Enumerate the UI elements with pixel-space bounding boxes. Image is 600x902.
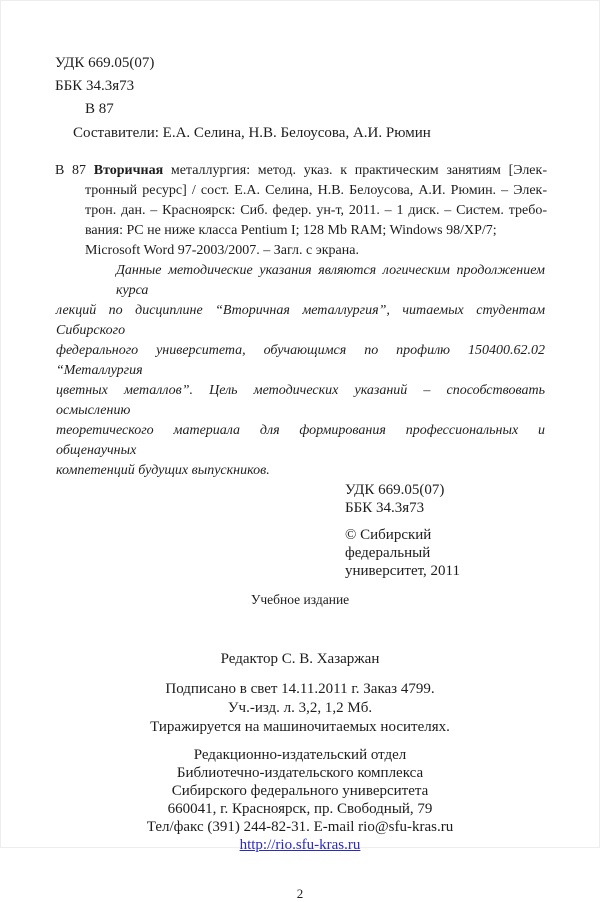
publisher-line: Редакционно-издательский отдел <box>193 747 407 763</box>
biblio-line1-rest: металлургия: метод. указ. к практическим занятиям [Элек- <box>163 163 547 178</box>
bbk-code-right: ББК 34.3я73 <box>345 500 425 516</box>
publisher-block <box>0 746 600 854</box>
biblio-line: тронный ресурс] / сост. Е.А. Селина, Н.В. Белоусова, А.И. Рюмин. – Элек- <box>85 183 547 198</box>
print-info-line: Тиражируется на машиночитаемых носителях. <box>150 719 450 735</box>
biblio-line <box>55 161 547 181</box>
biblio-line: вания: PC не ниже класса Pentium I; 128 Mb RAM; Windows 98/XP/7; <box>85 223 497 238</box>
copyright-line: © Сибирский <box>345 527 432 543</box>
compilers-line: Составители: Е.А. Селина, Н.В. Белоусова, А.И. Рюмин <box>73 125 431 141</box>
imprint-block <box>345 481 600 580</box>
annotation-paragraph <box>56 261 545 481</box>
annotation-line: федерального университета, обучающимся по профилю 150400.62.02 “Металлургия <box>56 343 545 378</box>
publisher-line: Библиотечно-издательского комплекса <box>176 765 424 781</box>
publisher-line: Сибирского федерального университета <box>171 783 429 799</box>
copyright-line: университет, 2011 <box>345 563 460 579</box>
classification-block <box>55 0 600 121</box>
bbk-code: ББК 34.3я73 <box>55 78 135 94</box>
author-sign-code: В 87 <box>85 101 114 117</box>
page-number: 2 <box>296 886 304 901</box>
annotation-line: теоретического материала для формирования профессиональных и общенаучных <box>56 423 545 458</box>
copyright-line: федеральный <box>345 545 431 561</box>
print-info-block <box>0 680 600 737</box>
editor-line: Редактор С. В. Хазаржан <box>220 651 380 667</box>
biblio-line: Microsoft Word 97-2003/2007. – Загл. с экрана. <box>85 243 359 258</box>
udk-code: УДК 669.05(07) <box>55 55 155 71</box>
edition-type-label: Учебное издание <box>250 592 350 607</box>
annotation-line: лекций по дисциплине “Вторичная металлургия”, читаемых студентам Сибирского <box>56 303 545 338</box>
annotation-line: Данные методические указания являются логическим продолжением курса <box>116 263 545 298</box>
biblio-line: трон. дан. – Красноярск: Сиб. федер. ун-т, 2011. – 1 диск. – Систем. требо- <box>85 203 547 218</box>
biblio-title-bold: Вторичная <box>93 163 164 178</box>
print-info-line: Уч.-изд. л. 3,2, 1,2 Мб. <box>227 700 373 716</box>
bibliographic-record <box>55 161 547 261</box>
biblio-code: В 87 <box>55 163 94 178</box>
print-info-line: Подписано в свет 14.11.2011 г. Заказ 4799. <box>165 681 435 697</box>
publisher-line: Тел/факс (391) 244-82-31. E-mail rio@sfu-kras.ru <box>146 819 454 835</box>
publisher-line: 660041, г. Красноярск, пр. Свободный, 79 <box>167 801 433 817</box>
annotation-line: цветных металлов”. Цель методических указаний – способствовать осмыслению <box>56 383 545 418</box>
spacer <box>345 517 600 526</box>
publisher-website-link[interactable]: http://rio.sfu-kras.ru <box>239 837 361 853</box>
annotation-line: компетенций будущих выпускников. <box>56 463 270 478</box>
udk-code-right: УДК 669.05(07) <box>345 482 445 498</box>
